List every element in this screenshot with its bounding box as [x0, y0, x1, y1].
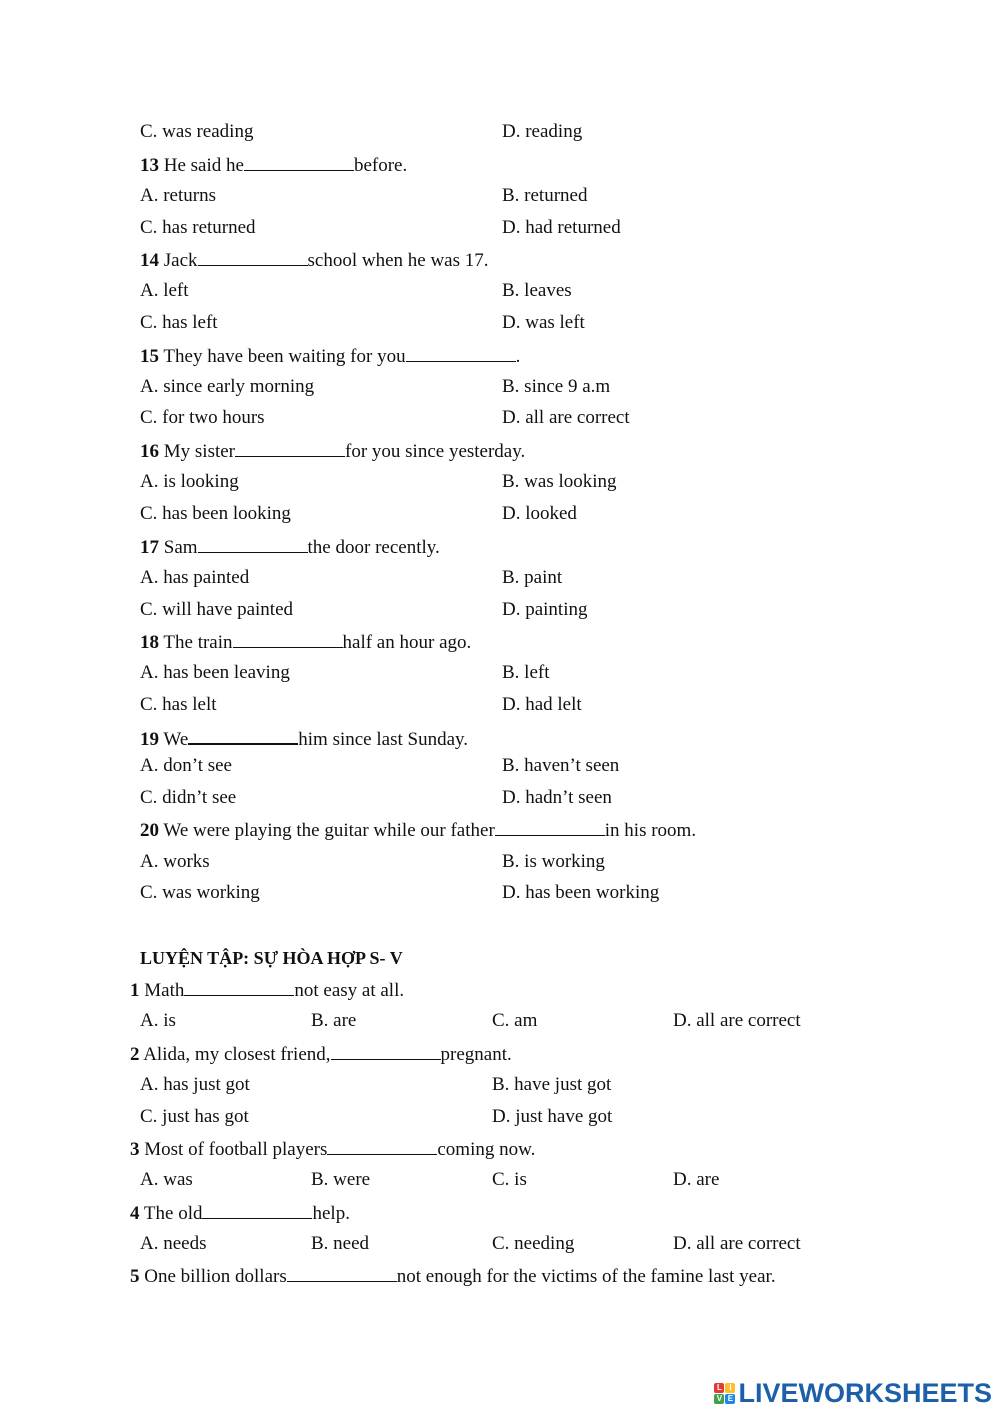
option-c[interactable]: C. needing — [492, 1233, 575, 1254]
option-b[interactable]: B. leaves — [502, 280, 572, 301]
option-b[interactable]: B. returned — [502, 185, 588, 206]
question-number: 17 — [140, 537, 159, 558]
question-number: 5 — [130, 1266, 140, 1287]
option-b[interactable]: B. left — [502, 662, 550, 683]
logo-text: LIVEWORKSHEETS — [738, 1377, 992, 1408]
section-heading: LUYỆN TẬP: SỰ HÒA HỢP S- V — [140, 948, 403, 968]
question-number: 16 — [140, 441, 159, 462]
question-text: The train — [159, 632, 233, 653]
liveworksheets-logo[interactable] — [714, 1378, 992, 1408]
question-text: One billion dollars — [139, 1266, 287, 1287]
question-number: 20 — [140, 820, 159, 841]
option-c: C. was reading — [140, 121, 254, 142]
option-c[interactable]: C. has lelt — [140, 694, 217, 715]
question-3 — [130, 1137, 535, 1161]
option-a[interactable]: A. works — [140, 851, 210, 872]
answer-blank[interactable] — [198, 248, 308, 266]
question-text: The old — [139, 1203, 203, 1224]
question-5 — [130, 1264, 776, 1288]
question-text: They have been waiting for you — [159, 346, 406, 367]
option-c[interactable]: C. am — [492, 1010, 538, 1031]
question-1 — [130, 978, 404, 1002]
question-text: We were playing the guitar while our father — [159, 820, 495, 841]
option-c[interactable]: C. has returned — [140, 217, 256, 238]
option-d[interactable]: D. looked — [502, 503, 577, 524]
option-a[interactable]: A. has just got — [140, 1074, 250, 1095]
answer-blank[interactable] — [244, 153, 354, 171]
question-text: Most of football players — [139, 1139, 328, 1160]
question-number: 19 — [140, 729, 159, 750]
answer-blank[interactable] — [331, 1042, 441, 1060]
option-a[interactable]: A. was — [140, 1169, 193, 1190]
question-text: We — [159, 729, 189, 750]
option-b[interactable]: B. are — [311, 1010, 357, 1031]
question-text-end: pregnant. — [440, 1044, 512, 1065]
option-a[interactable]: A. has been leaving — [140, 662, 290, 683]
question-13 — [140, 153, 407, 177]
logo-mark-letter: V — [714, 1394, 724, 1404]
answer-blank[interactable] — [406, 344, 516, 362]
question-text: Sam — [159, 537, 198, 558]
option-c[interactable]: C. was working — [140, 882, 260, 903]
question-19 — [140, 726, 468, 751]
question-number: 1 — [130, 980, 140, 1001]
option-a[interactable]: A. needs — [140, 1233, 207, 1254]
logo-mark-letter: E — [725, 1394, 735, 1404]
option-d[interactable]: D. has been working — [502, 882, 660, 903]
question-text-end: help. — [312, 1203, 350, 1224]
question-text: Alida, my closest friend, — [139, 1044, 331, 1065]
question-text-end: . — [515, 346, 521, 367]
question-text-end: him since last Sunday. — [298, 729, 469, 750]
question-number: 2 — [130, 1044, 140, 1065]
answer-blank[interactable] — [495, 818, 605, 836]
option-b[interactable]: B. since 9 a.m — [502, 376, 611, 397]
option-b[interactable]: B. need — [311, 1233, 370, 1254]
question-20 — [140, 818, 696, 842]
answer-blank[interactable] — [188, 726, 298, 745]
option-b[interactable]: B. is working — [502, 851, 605, 872]
question-17 — [140, 535, 440, 559]
option-b[interactable]: B. were — [311, 1169, 371, 1190]
question-text-end: school when he was 17. — [307, 250, 489, 271]
option-d[interactable]: D. hadn’t seen — [502, 787, 612, 808]
question-14 — [140, 248, 489, 272]
option-d[interactable]: D. was left — [502, 312, 585, 333]
option-d[interactable]: D. all are correct — [673, 1010, 801, 1031]
option-d[interactable]: D. painting — [502, 599, 588, 620]
question-text-end: not enough for the victims of the famine last year. — [396, 1266, 776, 1287]
question-text: Math — [139, 980, 185, 1001]
question-text-end: half an hour ago. — [342, 632, 472, 653]
option-a[interactable]: A. returns — [140, 185, 216, 206]
question-16 — [140, 439, 525, 463]
question-text-end: not easy at all. — [294, 980, 405, 1001]
option-c[interactable]: C. is — [492, 1169, 527, 1190]
option-a[interactable]: A. don’t see — [140, 755, 232, 776]
logo-mark-letter: L — [714, 1383, 724, 1393]
option-c[interactable]: C. just has got — [140, 1106, 249, 1127]
option-d[interactable]: D. had returned — [502, 217, 621, 238]
option-a[interactable]: A. is — [140, 1010, 176, 1031]
option-a[interactable]: A. since early morning — [140, 376, 315, 397]
question-18 — [140, 630, 471, 654]
logo-mark-letter: I — [725, 1383, 735, 1393]
question-text: He said he — [159, 155, 244, 176]
option-d[interactable]: D. had lelt — [502, 694, 582, 715]
logo-mark-icon — [714, 1383, 735, 1404]
answer-blank[interactable] — [327, 1137, 437, 1155]
option-d[interactable]: D. all are correct — [502, 407, 630, 428]
option-a[interactable]: A. left — [140, 280, 189, 301]
option-d: D. reading — [502, 121, 583, 142]
question-number: 15 — [140, 346, 159, 367]
option-b[interactable]: B. was looking — [502, 471, 617, 492]
question-text-end: coming now. — [437, 1139, 536, 1160]
answer-blank[interactable] — [184, 978, 294, 996]
option-c[interactable]: C. didn’t see — [140, 787, 237, 808]
question-15 — [140, 344, 520, 368]
question-text: My sister — [159, 441, 235, 462]
question-text-end: before. — [353, 155, 408, 176]
answer-blank[interactable] — [198, 535, 308, 553]
answer-blank[interactable] — [202, 1201, 312, 1219]
question-number: 4 — [130, 1203, 140, 1224]
option-c[interactable]: C. will have painted — [140, 599, 294, 620]
answer-blank[interactable] — [233, 630, 343, 648]
option-c[interactable]: C. has been looking — [140, 503, 291, 524]
question-number: 18 — [140, 632, 159, 653]
option-a[interactable]: A. has painted — [140, 567, 250, 588]
question-text-end: the door recently. — [307, 537, 440, 558]
option-c[interactable]: C. for two hours — [140, 407, 265, 428]
question-4 — [130, 1201, 350, 1225]
option-d[interactable]: D. are — [673, 1169, 720, 1190]
question-text-end: in his room. — [604, 820, 697, 841]
option-c[interactable]: C. has left — [140, 312, 218, 333]
answer-blank[interactable] — [235, 439, 345, 457]
answer-blank[interactable] — [287, 1264, 397, 1282]
option-a[interactable]: A. is looking — [140, 471, 239, 492]
question-text: Jack — [159, 250, 198, 271]
option-d[interactable]: D. all are correct — [673, 1233, 801, 1254]
option-b[interactable]: B. paint — [502, 567, 563, 588]
option-b[interactable]: B. have just got — [492, 1074, 612, 1095]
question-number: 14 — [140, 250, 159, 271]
question-2 — [130, 1042, 512, 1066]
question-number: 3 — [130, 1139, 140, 1160]
question-number: 13 — [140, 155, 159, 176]
option-b[interactable]: B. haven’t seen — [502, 755, 620, 776]
question-text-end: for you since yesterday. — [345, 441, 526, 462]
option-d[interactable]: D. just have got — [492, 1106, 613, 1127]
